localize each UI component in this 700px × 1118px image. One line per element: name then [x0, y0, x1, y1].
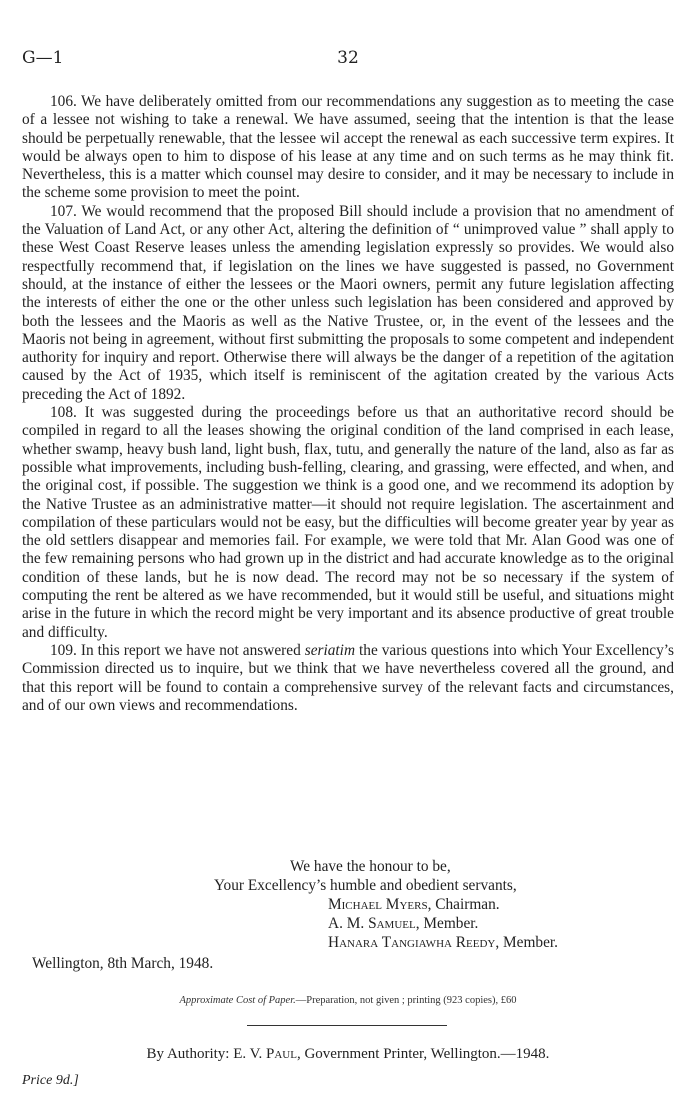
paragraph-107: 107. We would recommend that the proposed Bill should include a provision that no amendment of the Valuation of Land Act, or any other Act, altering the definition of “ unimproved value ” shall apply to these West Coast Reserve leases unless the amending legislation expressly so provides. We would also respectfully recommend that, if legislation on the lines we have suggested is passed, no Government should, at the instance of either the lessees or the Maori owners, permit any future legislation affecting the interests of either the one or the other unless such legislation has been considered and approved by both the lessees and the Maoris as well as the Native Trustee, or, in the event of the lessees and the Maoris not being in agreement, without first submitting the proposals to some competent and independent authority for inquiry and report. Otherwise there will always be the danger of a repetition of the agitation caused by the Act of 1935, which itself is reminiscent of the agitation created by the various Acts preceding the Act of 1892. — [22, 202, 674, 403]
printer-name: Paul — [266, 1046, 297, 1062]
report-body — [22, 93, 674, 715]
paragraph-109-start: 109. In this report we have not answered — [50, 641, 305, 659]
signatory-role: , Chairman. — [427, 896, 500, 913]
signatory-role: , Member. — [415, 915, 479, 932]
paragraph-108: 108. It was suggested during the proceedings before us that an authoritative record should be compiled in regard to all the leases showing the original condition of the land comprised in each lease, whether swamp, heavy bush land, light bush, flax, tutu, and generally the nature of the land, also as far as possible what improvements, including bush-felling, clearing, and grassing, were effected, and when, and the original cost, if possible. The suggestion we think is a good one, and we recommend its adoption by the Native Trustee as an administrative matter—it should not require legislation. The ascertainment and compilation of these particulars would not be easy, but the difficulties will become greater year by year as the old settlers disappear and memories fail. For example, we were told that Mr. Alan Good was one of the few remaining persons who had grown up in the district and had accurate knowledge as to the original condition of these lands, but he is now dead. The record may not be so necessary if the system of computing the rent be altered as we have recommended, but it would still be useful, and situations might arise in the future in which the record might be very important and its absence productive of great trouble and difficulty. — [22, 404, 674, 641]
cost-note-label: Approximate Cost of Paper. — [179, 995, 296, 1006]
paragraph-109 — [22, 642, 674, 715]
signatory-role: , Member. — [495, 934, 559, 951]
signatory-chairman — [328, 895, 500, 914]
signatory-member-2 — [328, 933, 558, 952]
paragraph-109-end: the various questions into which Your Excellency’s Commission directed us to inquire, but we think that we have nevertheless covered all the ground, and that this report will be found to contain a comprehensive survey of the relevant facts and circumstances, and of our own views and recommendations. — [22, 641, 674, 714]
authority-suffix: , Government Printer, Wellington.—1948. — [296, 1046, 550, 1062]
printer-authority — [22, 1046, 674, 1063]
price-label: Price 9d.] — [22, 1073, 79, 1088]
signatory-member-1 — [328, 914, 478, 933]
page-number: 32 — [337, 48, 359, 68]
signatory-name: Michael Myers — [328, 896, 428, 913]
document-page — [22, 0, 674, 1118]
emphasis-seriatim: seriatim — [304, 641, 356, 659]
paragraph-106: 106. We have deliberately omitted from our recommendations any suggestion as to meeting the case of a lessee not wishing to take a renewal. We have assumed, seeing that the intention is that the lease should be perpetually renewable, that the lessee wil accept the renewal as each successive term expires. It would be always open to him to dispose of his lease at any time and on such terms as he may think fit. Nevertheless, this is a matter which counsel may desire to consider, and it may be necessary to include in the scheme some provision to meet the point. — [22, 93, 674, 202]
authority-prefix: By Authority: E. V. — [146, 1046, 267, 1062]
cost-note — [22, 995, 674, 1006]
page-header — [22, 48, 674, 70]
honour-line: We have the honour to be, — [290, 858, 451, 875]
cost-note-text: —Preparation, not given ; printing (923 copies), £60 — [295, 995, 517, 1006]
document-code: G—1 — [22, 48, 64, 68]
signatory-name: A. M. Samuel — [328, 915, 416, 932]
signatory-name: Hanara Tangiawha Reedy — [328, 934, 496, 951]
divider-rule — [247, 1025, 447, 1026]
place-date: Wellington, 8th March, 1948. — [32, 955, 214, 972]
servants-line: Your Excellency’s humble and obedient servants, — [214, 877, 517, 894]
